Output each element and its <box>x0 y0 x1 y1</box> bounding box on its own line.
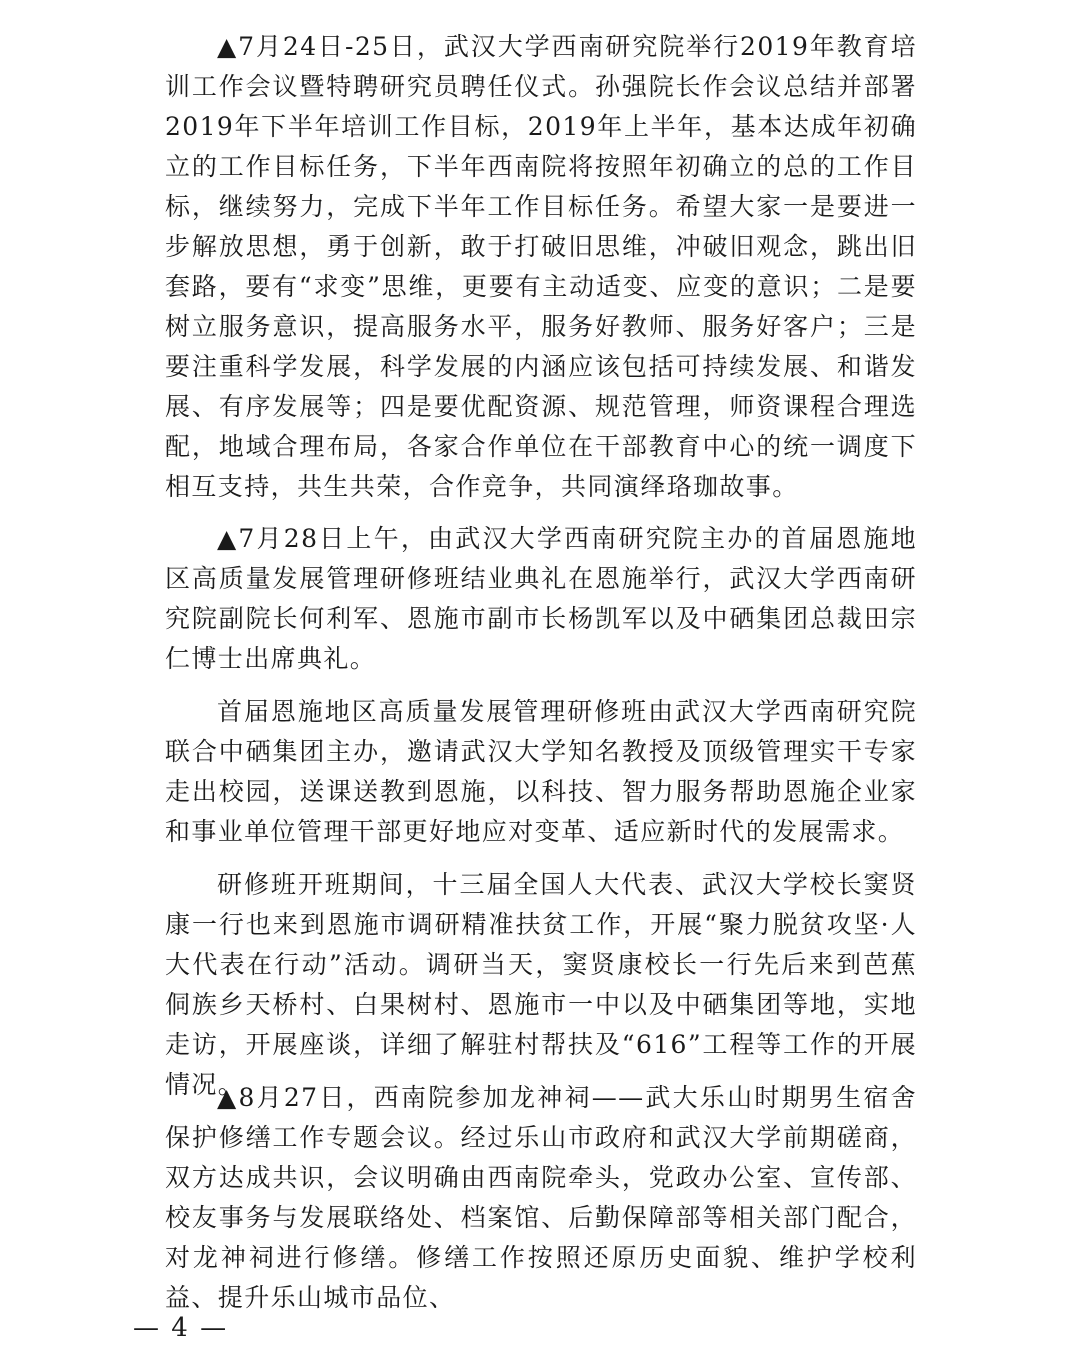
paragraph-training-conference: ▲7月24日-25日，武汉大学西南研究院举行2019年教育培训工作会议暨特聘研究员聘任仪式。孙强院长作会议总结并部署2019年下半年培训工作目标，2019年上半年，基本达成年初确立的工作目标任务，下半年西南院将按照年初确立的总的工作目标，继续努力，完成下半年工作目标任务。希望大家一是要进一步解放思想，勇于创新，敢于打破旧思维，冲破旧观念，跳出旧套路，要有“求变”思维，更要有主动适变、应变的意识；二是要树立服务意识，提高服务水平，服务好教师、服务好客户；三是要注重科学发展，科学发展的内涵应该包括可持续发展、和谐发展、有序发展等；四是要优配资源、规范管理，师资课程合理选配，地域合理布局，各家合作单位在干部教育中心的统一调度下相互支持，共生共荣，合作竞争，共同演绎珞珈故事。 <box>165 32 917 501</box>
paragraph-course-description: 首届恩施地区高质量发展管理研修班由武汉大学西南研究院联合中硒集团主办，邀请武汉大学知名教授及顶级管理实干专家走出校园，送课送教到恩施，以科技、智力服务帮助恩施企业家和事业单位管理干部更好地应对变革、适应新时代的发展需求。 <box>165 697 917 846</box>
paragraph-longshenci-repair: ▲8月27日，西南院参加龙神祠——武大乐山时期男生宿舍保护修缮工作专题会议。经过乐山市政府和武汉大学前期磋商，双方达成共识，会议明确由西南院牵头，党政办公室、宣传部、校友事务与发展联络处、档案馆、后勤保障部等相关部门配合，对龙神祠进行修缮。修缮工作按照还原历史面貌、维护学校利益、提升乐山城市品位、 <box>165 1083 917 1312</box>
paragraph-graduation-ceremony: ▲7月28日上午，由武汉大学西南研究院主办的首届恩施地区高质量发展管理研修班结业典礼在恩施举行，武汉大学西南研究院副院长何利军、恩施市副市长杨凯军以及中硒集团总裁田宗仁博士出席典礼。 <box>165 524 917 673</box>
paragraph-poverty-research: 研修班开班期间，十三届全国人大代表、武汉大学校长窦贤康一行也来到恩施市调研精准扶贫工作，开展“聚力脱贫攻坚·人大代表在行动”活动。调研当天，窦贤康校长一行先后来到芭蕉侗族乡天桥村、白果树村、恩施市一中以及中硒集团等地，实地走访，开展座谈，详细了解驻村帮扶及“616”工程等工作的开展情况。 <box>165 870 917 1099</box>
page-number: — 4 — <box>133 1313 229 1343</box>
